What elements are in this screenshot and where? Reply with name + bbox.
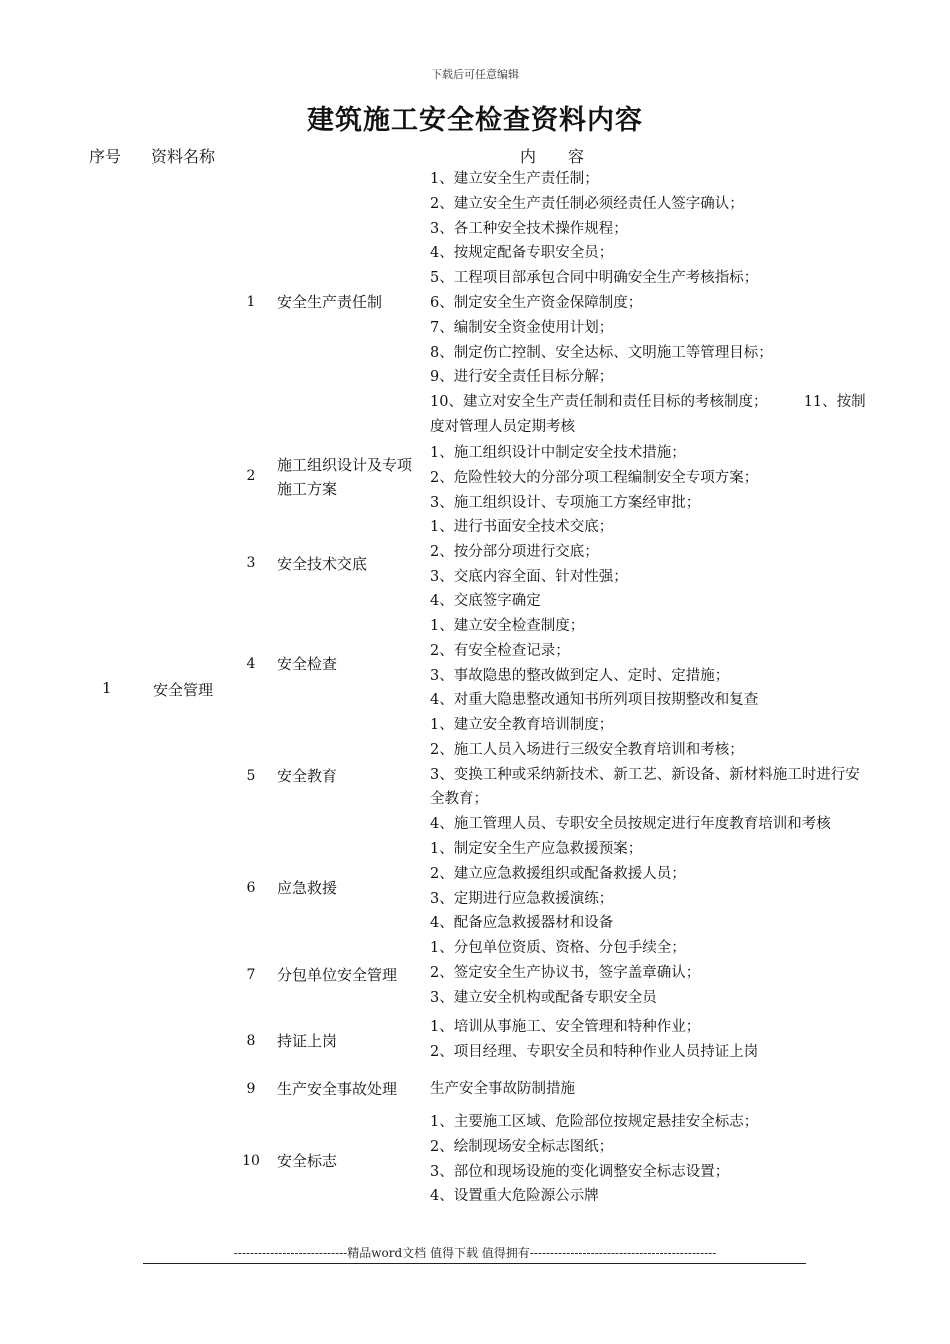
section-name: 安全检查	[277, 655, 338, 673]
content-item: 3、部位和现场设施的变化调整安全标志设置；	[430, 1163, 730, 1180]
content-item: 9、进行安全责任目标分解；	[430, 369, 614, 386]
section-items	[430, 167, 872, 440]
section-name: 安全技术交底	[277, 555, 368, 573]
section-items	[430, 936, 872, 1010]
content-item: 1、制定安全生产应急救援预案；	[430, 841, 643, 857]
content-item: 3、各工种安全技术操作规程；	[430, 220, 628, 237]
header-seq: 序号	[89, 147, 122, 166]
category-number: 1	[102, 679, 112, 697]
content-item: 2、建立安全生产责任制必须经责任人签字确认；	[430, 195, 744, 212]
content-item: 1、建立安全检查制度；	[430, 618, 585, 634]
content-item: 5、工程项目部承包合同中明确安全生产考核指标；	[430, 270, 759, 287]
content-item: 3、事故隐患的整改做到定人、定时、定措施；	[430, 667, 730, 684]
content-item: 2、按分部分项进行交底；	[430, 543, 599, 560]
footer-text: ----------------------------精品word文档 值得下载 值得拥有----------------------------------------------	[233, 1246, 717, 1260]
content-item: 2、危险性较大的分部分项工程编制安全专项方案；	[430, 469, 759, 486]
content-item: 3、施工组织设计、专项施工方案经审批；	[430, 494, 701, 511]
content-item: 4、对重大隐患整改通知书所列项目按期整改和复查	[430, 692, 759, 709]
content-item: 2、绘制现场安全标志图纸；	[430, 1138, 614, 1155]
section-number: 5	[246, 768, 256, 784]
watermark-top: 下载后可任意编辑	[431, 68, 519, 81]
content-item: 1、培训从事施工、安全管理和特种作业；	[430, 1019, 701, 1035]
section-name: 施工组织设计及专项施工方案	[277, 456, 413, 498]
section-items	[430, 441, 872, 515]
section-items	[430, 713, 872, 837]
section-number: 4	[246, 656, 256, 672]
section-number: 2	[246, 468, 256, 484]
content-item: 生产安全事故防制措施	[430, 1081, 575, 1097]
content-item: 4、设置重大危险源公示牌	[430, 1188, 599, 1205]
category-name: 安全管理	[153, 681, 214, 699]
section-items	[430, 1110, 872, 1209]
section-number: 6	[246, 880, 256, 896]
section-name: 生产安全事故处理	[277, 1080, 398, 1098]
section-name: 应急救援	[277, 879, 338, 897]
section-items	[430, 1015, 872, 1065]
section-name: 安全标志	[277, 1152, 338, 1170]
content-item: 2、施工人员入场进行三级安全教育培训和考核；	[430, 741, 744, 758]
content-item: 4、配备应急救援器材和设备	[430, 915, 614, 932]
section-number: 8	[246, 1033, 256, 1049]
content-item: 8、制定伤亡控制、安全达标、文明施工等管理目标；	[430, 344, 773, 361]
content-item: 7、编制安全资金使用计划；	[430, 319, 614, 336]
section-name: 分包单位安全管理	[277, 966, 398, 984]
content-item: 2、有安全检查记录；	[430, 642, 570, 659]
content-item: 1、分包单位资质、资格、分包手续全；	[430, 940, 686, 956]
section-number: 3	[246, 555, 256, 571]
content-item: 4、交底签字确定	[430, 593, 541, 610]
content-item: 3、建立安全机构或配备专职安全员	[430, 989, 657, 1006]
content-item: 4、施工管理人员、专职安全员按规定进行年度教育培训和考核	[430, 816, 831, 833]
content-item: 2、签定安全生产协议书，签字盖章确认；	[430, 964, 701, 981]
section-number: 1	[246, 294, 256, 310]
content-item: 1、主要施工区域、危险部位按规定悬挂安全标志；	[430, 1114, 759, 1130]
section-items	[430, 1077, 872, 1102]
content-item: 10、建立对安全生产责任制和责任目标的考核制度； 11、按制度对管理人员定期考核	[430, 394, 866, 435]
content-item: 1、进行书面安全技术交底；	[430, 519, 614, 535]
content-item: 3、交底内容全面、针对性强；	[430, 568, 628, 585]
section-name: 安全教育	[277, 767, 338, 785]
section-number: 10	[242, 1153, 260, 1169]
content-item: 4、按规定配备专职安全员；	[430, 245, 614, 262]
section-items	[430, 614, 872, 713]
section-name: 持证上岗	[277, 1032, 338, 1050]
section-items	[430, 837, 872, 936]
header-name: 资料名称	[151, 147, 216, 166]
section-name: 安全生产责任制	[277, 293, 383, 311]
header-content: 内 容	[520, 147, 585, 166]
content-item: 1、建立安全教育培训制度；	[430, 717, 614, 733]
content-item: 3、定期进行应急救援演练；	[430, 890, 614, 907]
section-items	[430, 515, 872, 614]
content-item: 1、建立安全生产责任制；	[430, 171, 599, 187]
content-item: 2、项目经理、专职安全员和特种作业人员持证上岗	[430, 1043, 759, 1060]
section-number: 7	[246, 967, 256, 983]
content-item: 1、施工组织设计中制定安全技术措施；	[430, 445, 686, 461]
content-item: 3、变换工种或采纳新技术、新工艺、新设备、新材料施工时进行安全教育；	[430, 766, 860, 808]
section-number: 9	[246, 1081, 256, 1097]
content-item: 6、制定安全生产资金保障制度；	[430, 294, 643, 311]
page-title: 建筑施工安全检查资料内容	[307, 105, 643, 136]
footer-rule	[143, 1263, 806, 1264]
content-item: 2、建立应急救援组织或配备救援人员；	[430, 865, 686, 882]
